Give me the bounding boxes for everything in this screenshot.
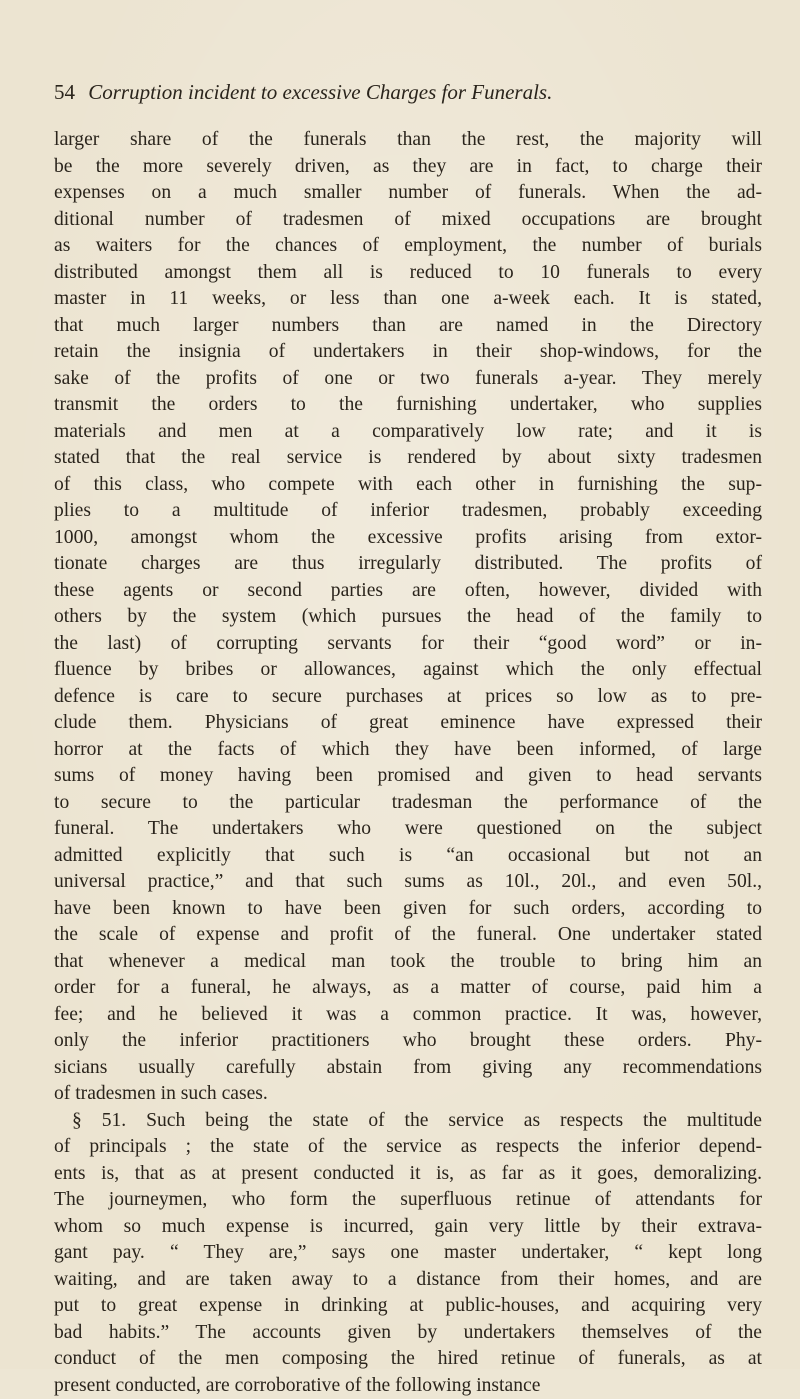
running-head	[54, 77, 714, 107]
text-line: 1000, amongst whom the excessive profits arising from extor-	[54, 525, 762, 552]
text-line: whom so much expense is incurred, gain very little by their extrava-	[54, 1214, 762, 1241]
text-line: admitted explicitly that such is “an occasional but not an	[54, 843, 762, 870]
text-line: expenses on a much smaller number of funerals. When the ad-	[54, 180, 762, 207]
text-line: waiting, and are taken away to a distance from their homes, and are	[54, 1267, 762, 1294]
text-line: the last) of corrupting servants for their “good word” or in-	[54, 631, 762, 658]
text-line: materials and men at a comparatively low rate; and it is	[54, 419, 762, 446]
text-line: gant pay. “ They are,” says one master undertaker, “ kept long	[54, 1240, 762, 1267]
text-line: transmit the orders to the furnishing undertaker, who supplies	[54, 392, 762, 419]
text-line: universal practice,” and that such sums as 10l., 20l., and even 50l.,	[54, 869, 762, 896]
text-line: of tradesmen in such cases.	[54, 1081, 762, 1108]
text-line: others by the system (which pursues the head of the family to	[54, 604, 762, 631]
text-line: sicians usually carefully abstain from giving any recommendations	[54, 1055, 762, 1082]
text-line: put to great expense in drinking at public-houses, and acquiring very	[54, 1293, 762, 1320]
text-line: fluence by bribes or allowances, against which the only effectual	[54, 657, 762, 684]
running-head-title: Corruption incident to excessive Charges for Funerals.	[88, 80, 552, 104]
text-line: order for a funeral, he always, as a matter of course, paid him a	[54, 975, 762, 1002]
text-line: of this class, who compete with each other in furnishing the sup-	[54, 472, 762, 499]
text-line: sums of money having been promised and given to head servants	[54, 763, 762, 790]
text-line: that whenever a medical man took the trouble to bring him an	[54, 949, 762, 976]
text-line: funeral. The undertakers who were questioned on the subject	[54, 816, 762, 843]
text-line: ents is, that as at present conducted it is, as far as it goes, demoralizing.	[54, 1161, 762, 1188]
text-line: these agents or second parties are often, however, divided with	[54, 578, 762, 605]
text-line: as waiters for the chances of employment, the number of burials	[54, 233, 762, 260]
text-line: master in 11 weeks, or less than one a-week each. It is stated,	[54, 286, 762, 313]
text-line: The journeymen, who form the superfluous retinue of attendants for	[54, 1187, 762, 1214]
page-number: 54	[54, 80, 75, 104]
text-line: bad habits.” The accounts given by undertakers themselves of the	[54, 1320, 762, 1347]
text-line: present conducted, are corroborative of the following instance	[54, 1373, 762, 1399]
text-line: to secure to the particular tradesman the performance of the	[54, 790, 762, 817]
text-line: fee; and he believed it was a common practice. It was, however,	[54, 1002, 762, 1029]
text-line: horror at the facts of which they have been informed, of large	[54, 737, 762, 764]
text-line: distributed amongst them all is reduced to 10 funerals to every	[54, 260, 762, 287]
text-line: stated that the real service is rendered by about sixty tradesmen	[54, 445, 762, 472]
text-line: be the more severely driven, as they are in fact, to charge their	[54, 154, 762, 181]
body-text	[54, 127, 762, 1399]
text-line: tionate charges are thus irregularly distributed. The profits of	[54, 551, 762, 578]
text-line: defence is care to secure purchases at prices so low as to pre-	[54, 684, 762, 711]
text-line: plies to a multitude of inferior tradesmen, probably exceeding	[54, 498, 762, 525]
text-line: conduct of the men composing the hired retinue of funerals, as at	[54, 1346, 762, 1373]
text-line: that much larger numbers than are named in the Directory	[54, 313, 762, 340]
text-line: ditional number of tradesmen of mixed occupations are brought	[54, 207, 762, 234]
text-line: clude them. Physicians of great eminence have expressed their	[54, 710, 762, 737]
text-line: § 51. Such being the state of the service as respects the multitude	[54, 1108, 762, 1135]
text-line: only the inferior practitioners who brought these orders. Phy-	[54, 1028, 762, 1055]
text-line: of principals ; the state of the service as respects the inferior depend-	[54, 1134, 762, 1161]
text-line: have been known to have been given for such orders, according to	[54, 896, 762, 923]
text-line: larger share of the funerals than the rest, the majority will	[54, 127, 762, 154]
text-line: the scale of expense and profit of the funeral. One undertaker stated	[54, 922, 762, 949]
text-line: sake of the profits of one or two funerals a-year. They merely	[54, 366, 762, 393]
text-line: retain the insignia of undertakers in their shop-windows, for the	[54, 339, 762, 366]
